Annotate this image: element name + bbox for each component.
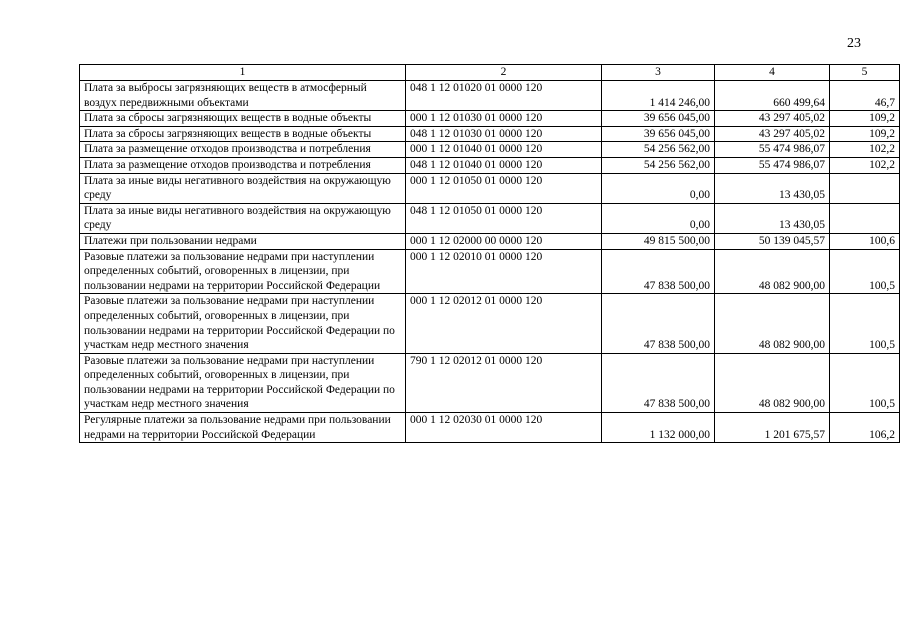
cell-plan: 47 838 500,00 [602, 353, 715, 412]
cell-percent: 106,2 [830, 413, 900, 443]
cell-percent: 109,2 [830, 126, 900, 142]
cell-percent: 100,6 [830, 233, 900, 249]
table-row [80, 173, 900, 203]
cell-plan: 54 256 562,00 [602, 142, 715, 158]
cell-fact: 48 082 900,00 [715, 294, 830, 353]
column-header-4: 4 [715, 65, 830, 81]
cell-plan: 1 132 000,00 [602, 413, 715, 443]
cell-plan: 0,00 [602, 203, 715, 233]
cell-name: Регулярные платежи за пользование недрами при пользовании недрами на территории Российской Федерации [80, 413, 406, 443]
cell-name: Плата за сбросы загрязняющих веществ в водные объекты [80, 126, 406, 142]
cell-plan: 47 838 500,00 [602, 294, 715, 353]
table-row [80, 413, 900, 443]
column-header-3: 3 [602, 65, 715, 81]
cell-code: 048 1 12 01030 01 0000 120 [406, 126, 602, 142]
revenue-table [79, 64, 900, 443]
cell-percent: 109,2 [830, 111, 900, 127]
page-number: 23 [847, 36, 861, 51]
cell-code: 000 1 12 02030 01 0000 120 [406, 413, 602, 443]
cell-percent: 46,7 [830, 81, 900, 111]
cell-name: Плата за сбросы загрязняющих веществ в водные объекты [80, 111, 406, 127]
header-row [80, 65, 900, 81]
cell-code: 000 1 12 01030 01 0000 120 [406, 111, 602, 127]
cell-fact: 660 499,64 [715, 81, 830, 111]
cell-code: 000 1 12 02012 01 0000 120 [406, 294, 602, 353]
cell-percent: 102,2 [830, 142, 900, 158]
table-row [80, 353, 900, 412]
cell-code: 000 1 12 01040 01 0000 120 [406, 142, 602, 158]
cell-fact: 43 297 405,02 [715, 111, 830, 127]
cell-name: Плата за иные виды негативного воздействия на окружающую среду [80, 173, 406, 203]
table-row [80, 81, 900, 111]
cell-fact: 50 139 045,57 [715, 233, 830, 249]
cell-name: Плата за размещение отходов производства и потребления [80, 157, 406, 173]
table-row [80, 203, 900, 233]
table-row [80, 233, 900, 249]
cell-plan: 54 256 562,00 [602, 157, 715, 173]
cell-code: 000 1 12 02000 00 0000 120 [406, 233, 602, 249]
table-row [80, 111, 900, 127]
cell-name: Разовые платежи за пользование недрами при наступлении определенных событий, оговоренных в лицензии, при пользовании недрами на территории Российской Федерации [80, 249, 406, 294]
cell-fact: 13 430,05 [715, 173, 830, 203]
cell-plan: 47 838 500,00 [602, 249, 715, 294]
cell-code: 000 1 12 01050 01 0000 120 [406, 173, 602, 203]
table-body [80, 81, 900, 443]
cell-fact: 48 082 900,00 [715, 353, 830, 412]
cell-code: 790 1 12 02012 01 0000 120 [406, 353, 602, 412]
cell-fact: 55 474 986,07 [715, 157, 830, 173]
column-header-1: 1 [80, 65, 406, 81]
cell-name: Плата за размещение отходов производства и потребления [80, 142, 406, 158]
cell-percent [830, 173, 900, 203]
table-row [80, 157, 900, 173]
cell-name: Плата за иные виды негативного воздействия на окружающую среду [80, 203, 406, 233]
table-header [80, 65, 900, 81]
cell-plan: 39 656 045,00 [602, 111, 715, 127]
cell-fact: 1 201 675,57 [715, 413, 830, 443]
cell-name: Платежи при пользовании недрами [80, 233, 406, 249]
cell-code: 048 1 12 01050 01 0000 120 [406, 203, 602, 233]
cell-percent: 100,5 [830, 294, 900, 353]
cell-percent: 102,2 [830, 157, 900, 173]
table-row [80, 294, 900, 353]
cell-plan: 49 815 500,00 [602, 233, 715, 249]
cell-fact: 55 474 986,07 [715, 142, 830, 158]
cell-percent [830, 203, 900, 233]
cell-plan: 1 414 246,00 [602, 81, 715, 111]
cell-code: 048 1 12 01020 01 0000 120 [406, 81, 602, 111]
cell-percent: 100,5 [830, 353, 900, 412]
cell-plan: 0,00 [602, 173, 715, 203]
cell-name: Разовые платежи за пользование недрами при наступлении определенных событий, оговоренных в лицензии, при пользовании недрами на территории Российской Федерации по участкам недр местного значения [80, 294, 406, 353]
cell-code: 048 1 12 01040 01 0000 120 [406, 157, 602, 173]
cell-fact: 43 297 405,02 [715, 126, 830, 142]
cell-name: Плата за выбросы загрязняющих веществ в атмосферный воздух передвижными объектами [80, 81, 406, 111]
cell-code: 000 1 12 02010 01 0000 120 [406, 249, 602, 294]
cell-name: Разовые платежи за пользование недрами при наступлении определенных событий, оговоренных в лицензии, при пользовании недрами на территории Российской Федерации по участкам недр местного значения [80, 353, 406, 412]
cell-plan: 39 656 045,00 [602, 126, 715, 142]
cell-fact: 48 082 900,00 [715, 249, 830, 294]
cell-fact: 13 430,05 [715, 203, 830, 233]
cell-percent: 100,5 [830, 249, 900, 294]
table-row [80, 142, 900, 158]
table-row [80, 249, 900, 294]
column-header-5: 5 [830, 65, 900, 81]
table-row [80, 126, 900, 142]
column-header-2: 2 [406, 65, 602, 81]
